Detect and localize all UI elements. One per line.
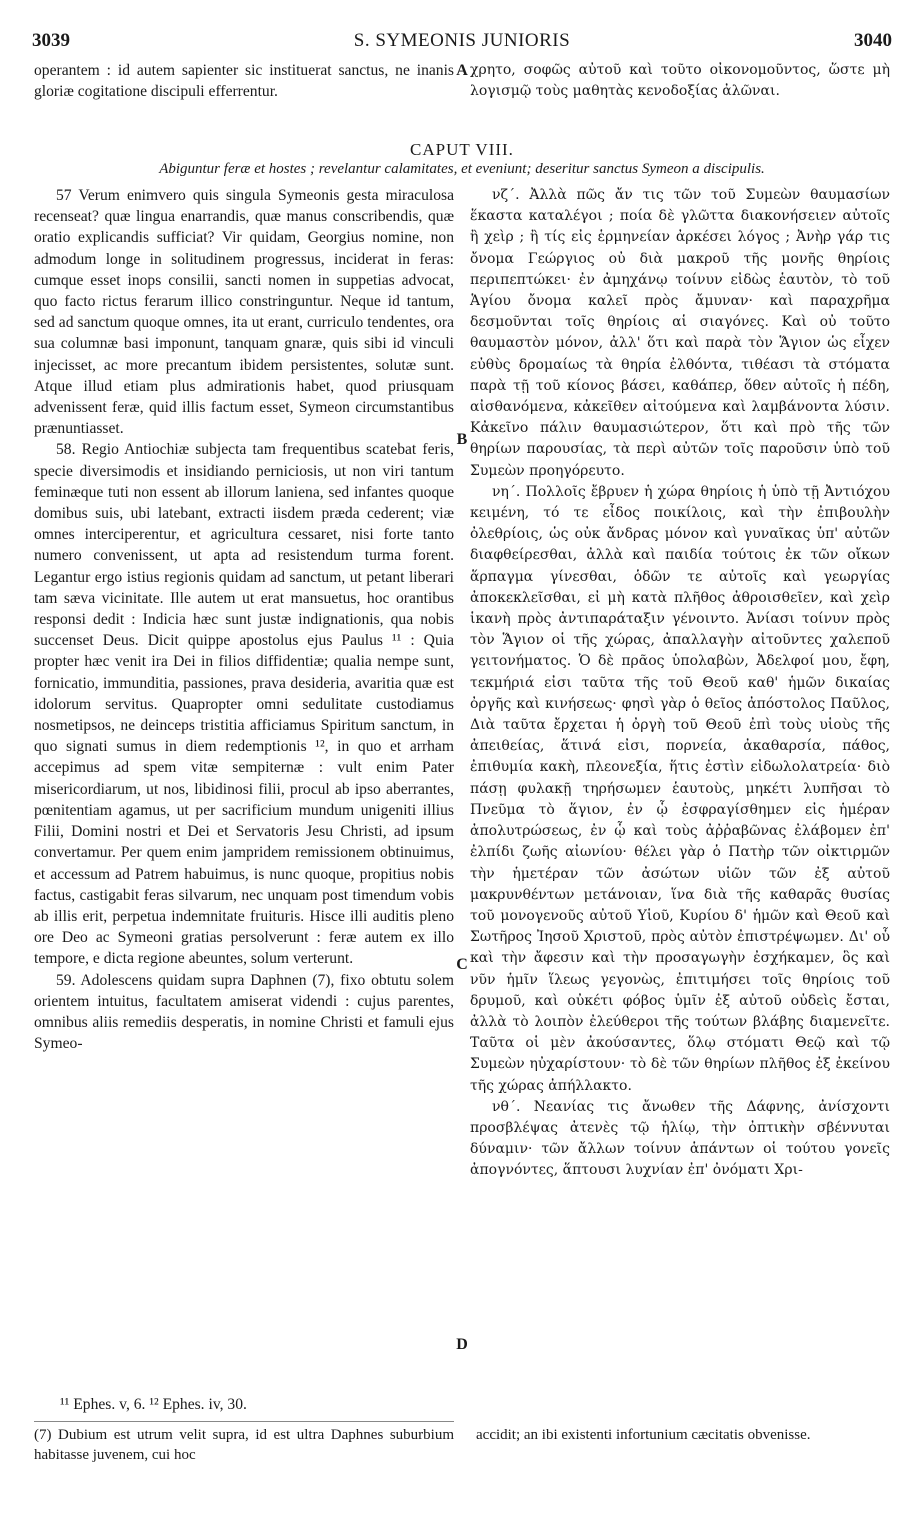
margin-marker-d: D: [456, 1336, 468, 1353]
greek-top-paragraph: χρητο, σοφῶς αὐτοῦ καὶ τοῦτο οἰκονομοῦντος, ὥστε μὴ λογισμῷ τοὺς μαθητὰς κενοδοξίας ἀλῶναι.: [470, 62, 890, 100]
page-header: [30, 30, 894, 56]
chapter-title: CAPUT VIII.: [410, 140, 514, 159]
footnote-divider: [34, 1421, 454, 1422]
latin-continuation: [34, 60, 454, 102]
latin-paragraph-58: 58. Regio Antiochiæ subjecta tam frequentibus scatebat feris, specie diversimodis et insidiando perniciosis, ut non viri tantum feminæque tuti non essent ab illorum laniena, sed infantes quoque domibus suis, ubi latebant, extracti iisdem præda cederent; viæ omnes interciperentur, et agricultura cessaret, nisi forte tanto numero convenissent, ut apta ad resistendum turma forent. Legantur ergo istius regionis quidam ad sanctum, ut petant liberari tam sæva vicinitate. Ille autem ut erat mansuetus, hoc orantibus responsi dedit : Indicia hæc sunt justæ indignationis, qua nobis succenset Deus. Dicit quippe apostolus ejus Paulus ¹¹ : Quia propter hæc venit ira Dei in filios diffidentiæ; qualia nempe sunt, fornicatio, immunditia, passiones, prava desideria, avaritia quæ est idolorum servitus. Quapropter omni sedulitate custodiamus nosmetipsos, ne deinceps tristitia afficiamus Spiritum sanctum, in quo signati sumus in diem redemptionis ¹², in quo et arrham accepimus ad spem vitæ sempiternæ : vult enim Pater misericordiarum, ut nos, libidinosi filii, procul ab ipso aberrantes, pœnitentiam agamus, ut per sacrificium mundum unigeniti illius Filii, Domini nostri et Dei et Servatoris Jesu Christi, ad ipsum convertamur. Per quem enim jampridem remissionem obtinuimus, et accessum ad Patrem habuimus, is nunc quoque, propitius nobis factus, castigabit feras silvarum, nec unquam post timendum vobis ab illis erit, perpetua indemnitate fruituris. Hisce illi auditis pleno ore Deo ac Symeoni gratias persolverunt : feræ autem ex illo tempore, e dicta regione abeuntes, solum verterunt.: [34, 441, 454, 968]
margin-marker-b: B: [456, 431, 468, 448]
page-number-right: 3040: [854, 30, 892, 51]
greek-paragraph-57: νζ΄. Ἀλλὰ πῶς ἄν τις τῶν τοῦ Συμεὼν θαυμασίων ἕκαστα καταλέγοι ; ποία δὲ γλῶττα διακονήσειεν αὐτοῖς ἢ χεὶρ ; ἢ τίς εἰς ἑρμηνείαν ἀρκέσει λόγος ; Ἀνὴρ γάρ τις ὄνομα Γεώργιος οὐ διὰ μακροῦ τῆς μονῆς θηρίοις περιπεπτώκει· ἐν ἀμηχάνῳ τοίνυν εἰδὼς ἑαυτὸν, τὸ τοῦ Ἁγίου ὄνομα καλεῖ πρὸς ἄμυναν· καὶ παραχρῆμα δεσμοῦνται τοῖς θηρίοις αἱ σιαγόνες. Καὶ οὐ τοῦτο θαυμαστὸν μόνον, ἀλλ' ὅτι καὶ παρὰ τὸν Ἅγιον ὡς εἶχεν εὐθὺς δρομαίως τὰ θηρία ἐλθόντα, τιθέασι τὰ στόματα παρὰ τῇ τοῦ κίονος βάσει, καθάπερ, ὅθεν αὐτοῖς ἡ πέδη, αἰσθανόμενα, κἀκεῖθεν αἰτούμενα καὶ λαμβάνοντα λύσιν. Κἀκεῖνο πάλιν θαυμασιώτερον, ὅτι καὶ πρὸ τῆς τῶν θηρίων παρουσίας, τὰ περὶ αὐτῶν τοῖς παροῦσιν ὑπὸ τοῦ Συμεὼν προηγόρευτο.: [470, 187, 890, 479]
latin-paragraph-59: 59. Adolescens quidam supra Daphnen (7), fixo obtutu solem orientem intuitus, facultatem amiserat videndi : cujus parentes, omnibus aliis remediis desperatis, in nomine Christi et famuli ejus Symeo-: [34, 971, 454, 1053]
latin-column: [34, 185, 454, 1054]
page-number-left: 3039: [32, 30, 70, 51]
footnote-right: accidit; an ibi existenti infortunium cæcitatis obvenisse.: [476, 1427, 811, 1443]
chapter-summary: Abiguntur feræ et hostes ; revelantur calamitates, et eveniunt; deseritur sanctus Symeon a discipulis.: [159, 161, 765, 177]
greek-paragraph-59: νθ΄. Νεανίας τις ἄνωθεν τῆς Δάφνης, ἀνίσχοντι προσβλέψας ἀτενὲς τῷ ἡλίῳ, τὴν ὀπτικὴν σβέννυται δύναμιν· τῶν ἄλλων τοίνυν ἁπάντων οἱ τούτου γονεῖς ἀπογνόντες, ἅπτουσι λυχνίαν ἐπ' ὀνόματι Χρι-: [470, 1098, 890, 1179]
footnote-left: (7) Dubium est utrum velit supra, id est ultra Daphnes suburbium habitasse juvenem, cui hoc: [34, 1427, 454, 1463]
greek-continuation: [470, 60, 890, 102]
running-title: S. SYMEONIS JUNIORIS: [353, 30, 571, 51]
scripture-references: ¹¹ Ephes. v, 6. ¹² Ephes. iv, 30.: [60, 1396, 247, 1413]
latin-top-paragraph: operantem : id autem sapienter sic instituerat sanctus, ne inanis gloriæ cogitatione discipuli efferrentur.: [34, 62, 454, 101]
margin-marker-a: A: [456, 62, 468, 79]
greek-column: [470, 185, 890, 1182]
latin-paragraph-57: 57 Verum enimvero quis singula Symeonis gesta miraculosa recenseat? quæ lingua enarrandis, quæ manus conscribendis, quæ oratio explicandis sufficiat? Vir quidam, Georgius nomine, non admodum longe in solitudinem progressus, inciderat in feras: cumque esset inops consilii, sancti nomen in suppetias advocat, quo facto rictus ferarum illico constringuntur. Neque id tantum, sed ad sanctum quoque omnes, ita ut erant, curriculo tendentes, ora sua columnæ basi imponunt, tanquam gnaræ, quis sibi id vinculi injecisset, ac more precantum ibidem persistentes, solutæ sunt. Atque illud etiam plus admirationis habet, quod priusquam advenissent feræ, quid illis factum esset, Symeon circumstantibus prænuntiasset.: [34, 187, 454, 438]
greek-paragraph-58: νη΄. Πολλοῖς ἔβρυεν ἡ χώρα θηρίοις ἡ ὑπὸ τῇ Ἀντιόχου κειμένη, τό τε εἶδος ποικίλοις, καὶ τὴν ἐπιβουλὴν ὀλεθρίοις, ὡς οὐκ ἄνδρας μόνον καὶ γυναῖκας ὑπ' αὐτῶν διαφθείρεσθαι, ἀλλὰ καὶ παιδία τούτοις ἐκ τῶν οἴκων ἅρπαγμα γίνεσθαι, ὁδῶν τε αὐτοῖς καὶ γεωργίας ἀποκεκλεῖσθαι, εἰ μὴ κατὰ πλῆθος ἀθροισθεῖεν, καὶ χεὶρ ἱκανὴ πρὸς ἀντιπαράταξιν γένοιντο. Ἀνίασι τοίνυν πρὸς τὸν Ἅγιον οἱ τῆς χώρας, ἀπαλλαγὴν αἰτοῦντες χαλεποῦ γειτονήματος. Ὁ δὲ πρᾶος ὑπολαβὼν, Ἀδελφοί μου, ἔφη, τεκμήριά εἰσι ταῦτα τῆς τοῦ Θεοῦ καθ' ἡμῶν δικαίας ὀργῆς καὶ κινήσεως· φησὶ γὰρ ὁ θεῖος ἀπόστολος Παῦλος, Διὰ ταῦτα ἔρχεται ἡ ὀργὴ τοῦ Θεοῦ ἐπὶ τοὺς υἱοὺς τῆς ἀπειθείας, ἅτινά εἰσι, πορνεία, ἀκαθαρσία, πάθος, ἐπιθυμία κακὴ, πλεονεξία, ἥτις ἐστὶν εἰδωλολατρεία· διὸ πάσῃ φυλακῇ τηρήσωμεν ἑαυτοὺς, μηκέτι λυπῆσαι τὸ Πνεῦμα τὸ ἅγιον, ἐν ᾧ ἐσφραγίσθημεν εἰς ἡμέραν ἀπολυτρώσεως, ἐν ᾧ καὶ τοὺς ἀῤῥαβῶνας ἐλάβομεν ἐπ' ἐλπίδι ζωῆς αἰωνίου· θέλει γὰρ ὁ Πατὴρ τῶν οἰκτιρμῶν τὴν ἡμετέραν τῶν ἀσώτων υἱῶν τῶν ἐξ αὐτοῦ μακρυνθέντων μετάνοιαν, ἵνα διὰ τῆς καθαρᾶς θυσίας τοῦ μονογενοῦς αὐτοῦ Υἱοῦ, Κυρίου δ' ἡμῶν καὶ Θεοῦ καὶ Σωτῆρος Ἰησοῦ Χριστοῦ, πρὸς αὐτὸν ἐπιστρέψωμεν. Δι' οὗ καὶ τὴν ἄφεσιν καὶ τὴν προσαγωγὴν ἐσχήκαμεν, ὃς καὶ νῦν ἡμῖν ἵλεως γεγονὼς, ἐπιτιμήσει τοῖς θηρίοις τοῦ δρυμοῦ, καὶ οὐκέτι φόβος ὑμῖν ἐξ αὐτοῦ οὐδεὶς ἔσται, ἀλλὰ τὸ λοιπὸν ἐλεύθεροι τῆς τούτων βλάβης διαμενεῖτε. Ταῦτα οἱ μὲν ἀκούσαντες, ὅλῳ στόματι Θεῷ καὶ τῷ Συμεὼν ηὐχαρίστουν· τὸ δὲ τῶν θηρίων πλῆθος ἐξ ἐκείνου τῆς χώρας ἀπήλλακτο.: [470, 483, 890, 1094]
margin-marker-c: C: [456, 956, 468, 973]
